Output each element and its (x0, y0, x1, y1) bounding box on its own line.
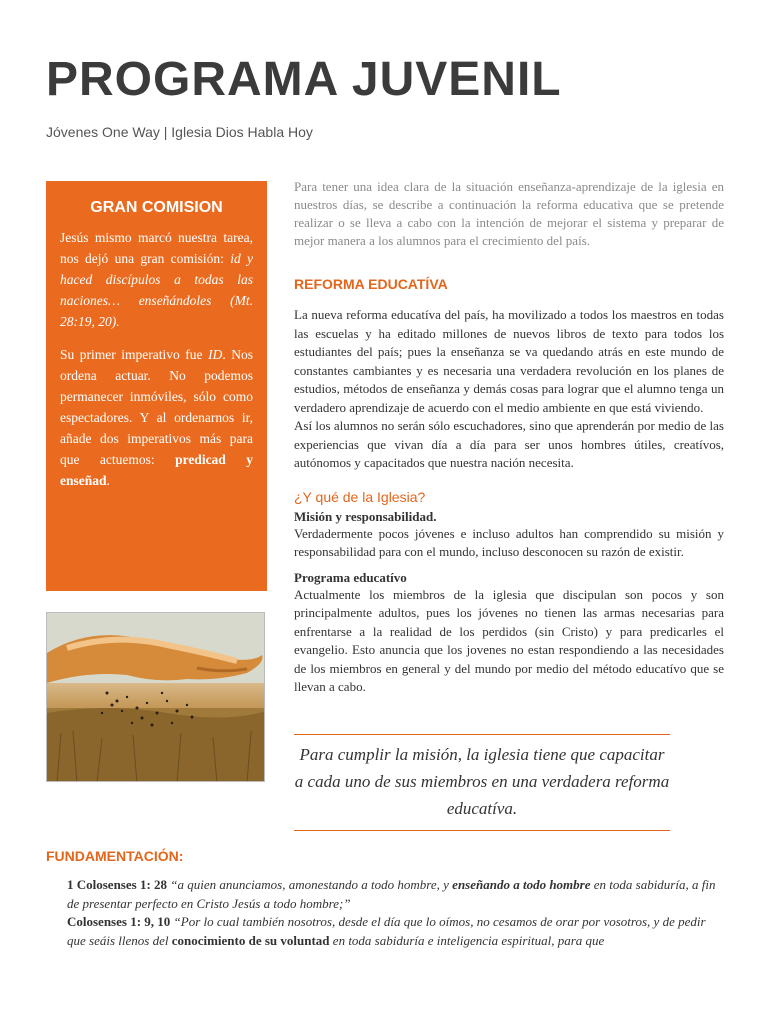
sidebar-p2-bold: predicad y enseñad (60, 452, 253, 488)
verse-2 (67, 913, 727, 950)
programa-text: Actualmente los miembros de la iglesia que discipulan son pocos y son principalmente adultos, pues los jóvenes no tienen las armas necesarias para enfrentarse a la realidad de los perdidos (sin Cristo) y para predicarles el evangelio. Esto anuncia que los jovenes no estan respondiendo a las necesidades de los miembros en general y del mundo por medio del método educatívo que se llevan a cabo. (294, 586, 724, 694)
mision-text: Verdadermente pocos jóvenes e incluso adultos han comprendido su misión y responsabilidad para con el mundo, incluso desconocen su razón de existir. (294, 525, 724, 559)
verse-1-text-c: en toda sabiduría, a fin de presentar perfecto en Cristo Jesús a todo hombre;” (67, 877, 716, 911)
sidebar-p1-quote: id y haced discípulos a todas las naciones… enseñándoles (Mt. 28:19, 20). (60, 251, 253, 329)
verse-2-emphasis: conocimiento de su voluntad (171, 932, 330, 948)
sidebar-p2-id: ID (208, 347, 223, 362)
verse-1-ref: 1 Colosenses 1: 28 (67, 877, 168, 892)
sidebar-p2-text-c: . Nos ordena actuar. No podemos permanecer inmóviles, sólo como espectadores. Y al ordenarnos ir, añade dos imperativos más para que actuemos: (60, 347, 253, 467)
sidebar-paragraph-2 (60, 344, 253, 491)
verse-1-text-a: “a quien anunciamos, amonestando a todo hombre, y (167, 877, 453, 892)
fundamentacion-verses (67, 876, 727, 950)
page-subtitle: Jóvenes One Way | Iglesia Dios Habla Hoy (46, 124, 313, 140)
sidebar-p1-text: Jesús mismo marcó nuestra tarea, nos dejó una gran comisión: (60, 230, 253, 266)
reforma-paragraph-2: Así los alumnos no serán sólo escuchadores, sino que aprenderán por medio de las experiencias que vivan día a día para ser unos hombres útiles, creatívos, autónomos y capacitados que nuestra nación necesita. (294, 418, 724, 470)
verse-2-text-a: “Por lo cual también nosotros, desde el día que lo oímos, no cesamos de orar por vosotros, y de pedir que seáis llenos del (67, 914, 706, 948)
verse-2-ref: Colosenses 1: 9, 10 (67, 914, 171, 929)
verse-2-text-c: en toda sabiduría e inteligencia espiritual, para que (329, 932, 605, 948)
sidebar-heading: GRAN COMISION (90, 199, 223, 216)
sidebar-paragraph-1 (60, 227, 253, 332)
reforma-heading: REFORMA EDUCATÍVA (294, 276, 448, 292)
mision-label: Misión y responsabilidad. (294, 508, 437, 524)
fundamentacion-heading: FUNDAMENTACIÓN: (46, 848, 184, 864)
hand-sowing-seeds-photo (46, 612, 265, 782)
iglesia-heading: ¿Y qué de la Iglesia? (294, 488, 426, 505)
verse-1-emphasis: enseñando a todo hombre (452, 877, 591, 892)
main-column (294, 178, 724, 697)
verse-1 (67, 876, 727, 913)
page-title: PROGRAMA JUVENIL (46, 53, 562, 106)
sidebar-p2-text-a: Su primer imperativo fue (60, 347, 209, 362)
programa-label: Programa educatívo (294, 569, 407, 585)
sidebar-p2-text-e: . (106, 473, 110, 488)
mision-label-text: Misión y responsabilidad (294, 508, 434, 524)
reforma-paragraph-1: La nueva reforma educatíva del país, ha movilizado a todos los maestros en todas las escuelas y ha editado millones de nuevos libros de texto para todos los estudiantes del país; pues la enseñanza se va quedando atrás en este mundo de constantes cambiantes y es necesaria una verdadera revolución en los planes de estudios, métodos de enseñanza y demás cosas para lograr que el alumno tenga un verdadero aprendizaje de acuerdo con el medio ambiente en que está viviendo. (294, 307, 724, 415)
intro-paragraph: Para tener una idea clara de la situación enseñanza-aprendizaje de la iglesia en nuestros días, se describe a continuación la reforma educativa que se pretende realizar o se lleva a cabo con la intención de mejorar el sistema y preparar de mejor manera a los alumnos para el crecimiento del país. (294, 179, 724, 248)
gran-comision-sidebar (46, 181, 267, 591)
pull-quote: Para cumplir la misión, la iglesia tiene que capacitar a cada uno de sus miembros en una verdadera reforma educatíva. (294, 734, 670, 831)
